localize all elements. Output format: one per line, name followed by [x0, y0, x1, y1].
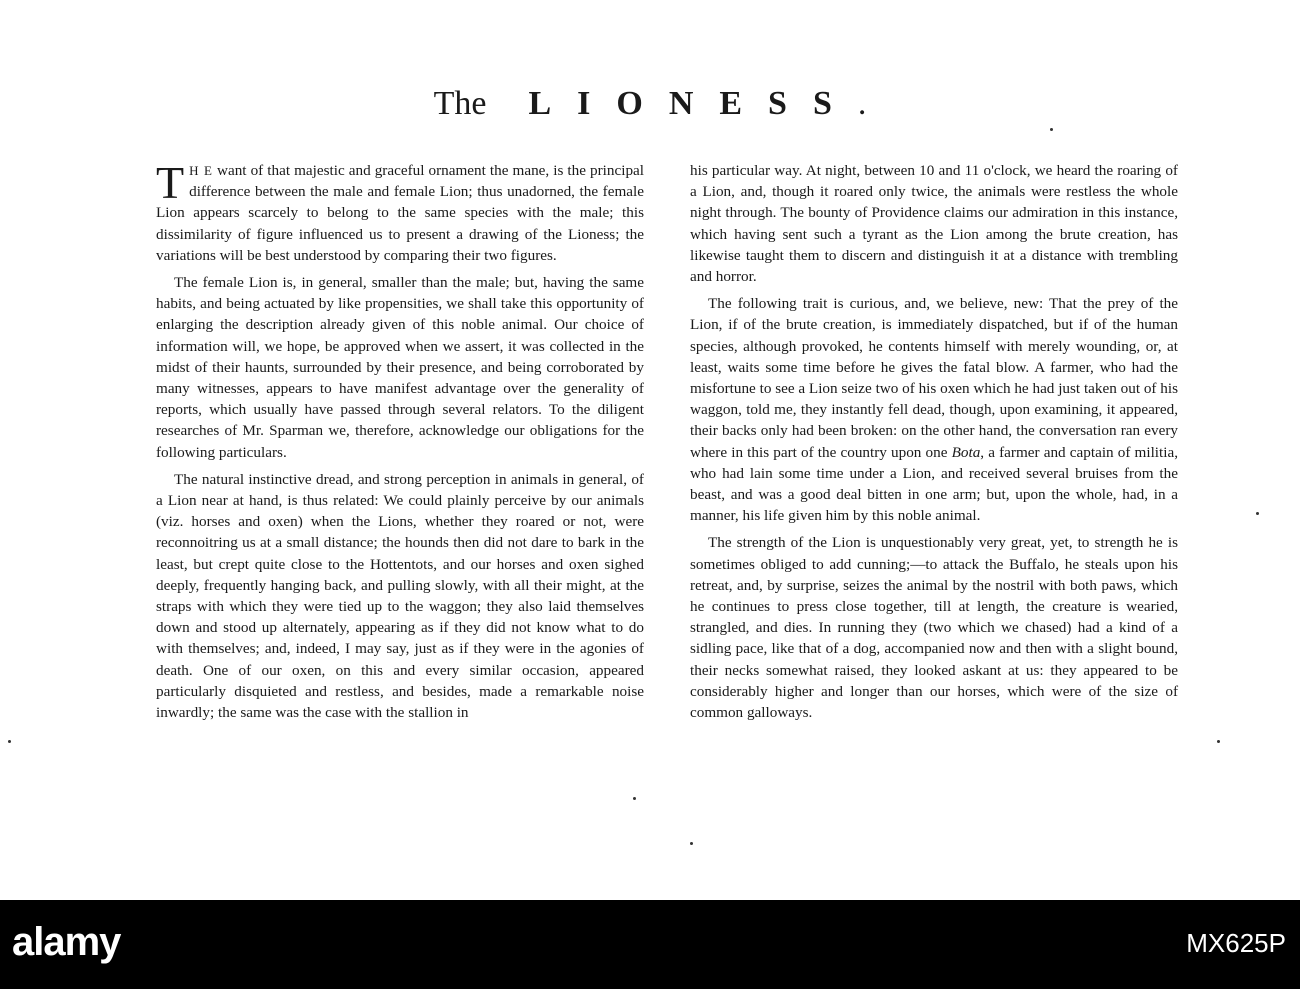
- scan-speck: [1050, 128, 1053, 131]
- left-paragraph-2: The female Lion is, in general, smaller than the male; but, having the same habits, and being actuated by like propensities, we shall take this opportunity of enlarging the description already given of this noble animal. Our choice of information will, we hope, be approved when we assert, it was collected in the midst of their haunts, surrounded by their presence, and being corroborated by many witnesses, appears to have manifest advantage over the generality of reports, which usually have passed through several relators. To the diligent researches of Mr. Sparman we, therefore, acknowledge our obligations for the following particulars.: [156, 274, 644, 461]
- right-paragraph-2-text-b: , a farmer and captain of militia, who had lain some time under a Lion, and received several bruises from the beast, and was a good deal bitten in one arm; but, upon the whole, had, in a manner, his life given him by this noble animal.: [690, 443, 1178, 525]
- left-paragraph-1-text: want of that majestic and graceful ornament the mane, is the principal difference between the male and female Lion; thus unadorned, the female Lion appears scarcely to belong to the same species with the male; this dissimilarity of figure influenced us to present a drawing of the Lioness; the variations will be best understood by comparing their two figures.: [156, 162, 644, 264]
- image-id-label: MX625P: [1186, 928, 1286, 958]
- left-column: [156, 157, 644, 729]
- scan-speck: [690, 842, 693, 845]
- title-lioness: LIONESS: [528, 85, 858, 122]
- left-paragraph-1: [156, 157, 644, 266]
- scan-speck: [633, 797, 636, 800]
- right-column: [690, 160, 1178, 729]
- left-paragraph-3: The natural instinctive dread, and strong perception in animals in general, of a Lion near at hand, is thus related: We could plainly perceive by our animals (viz. horses and oxen) when the Lions, whether they roared or not, were reconnoitring us at a small distance; the hounds then did not dare to bark in the least, but crept quite close to the Hottentots, and our horses and oxen sighed deeply, frequently hanging back, and pulling slowly, with all their might, at the straps with which they were tied up to the waggon; they also laid themselves down and stood up alternately, appearing as if they did not know what to do with themselves; and, indeed, I may say, just as if they were in the agonies of death. One of our oxen, on this and every similar occasion, appeared particularly disquieted and restless, and besides, made a remarkable noise inwardly; the same was the case with the stallion in: [156, 470, 644, 722]
- page-title: [0, 80, 1300, 128]
- stock-footer-bar: [0, 900, 1300, 989]
- opening-small-caps: H E: [189, 163, 213, 178]
- drop-cap: T: [156, 157, 185, 208]
- right-paragraph-2: [690, 293, 1178, 526]
- title-period: .: [857, 85, 867, 122]
- right-paragraph-3: The strength of the Lion is unquestionably very great, yet, to strength he is sometimes obliged to add cunning;—to attack the Buffalo, he steals upon his retreat, and, by surprise, seizes the animal by the nostril with both paws, which he continues to press close together, till at length, the creature is wearied, strangled, and dies. In running they (two which we chased) had a kind of a sidling pace, like that of a dog, accompanied now and then with a slight bound, their necks somewhat raised, they looked askant at us: they appeared to be considerably higher and longer than our horses, which were of the size of common galloways.: [690, 534, 1178, 722]
- name-bota: Bota: [951, 443, 981, 461]
- scan-speck: [8, 740, 11, 743]
- alamy-logo: alamy: [12, 920, 121, 964]
- scan-speck: [1256, 512, 1259, 515]
- right-paragraph-1: his particular way. At night, between 10 and 11 o'clock, we heard the roaring of a Lion, and, though it roared only twice, the animals were restless the whole night through. The bounty of Providence claims our admiration in this instance, which having sent such a tyrant as the Lion among the brute creation, has likewise taught them to discern and distinguish it at a distance with trembling and horror.: [690, 162, 1178, 286]
- right-paragraph-2-text-a: The following trait is curious, and, we believe, new: That the prey of the Lion, if of the brute creation, is immediately dispatched, but if of the human species, although provoked, he contents himself with merely wounding, or, at least, waits some time before he gives the fatal blow. A farmer, who had the misfortune to see a Lion seize two of his oxen which he had just taken out of his waggon, told me, they instantly fell dead, though, upon examining, it appeared, their backs only had been broken: on the other hand, the conversation ran every where in this part of the country upon one: [690, 295, 1179, 461]
- title-the: The: [433, 85, 487, 122]
- scan-speck: [1217, 740, 1220, 743]
